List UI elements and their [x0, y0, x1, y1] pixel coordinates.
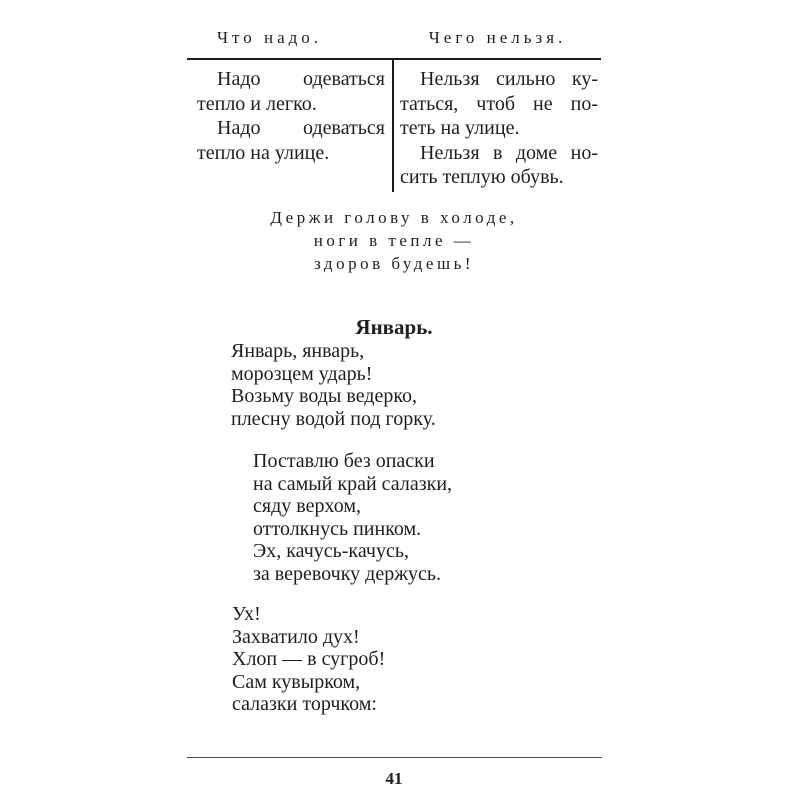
table-header-what-forbidden: Чего нельзя.	[428, 28, 567, 47]
poem-stanza-2	[253, 450, 452, 585]
footer-rule	[187, 757, 602, 758]
table-line: таться, чтоб не по-	[400, 92, 598, 115]
poem-line: Поставлю без опаски	[253, 450, 435, 472]
poem-line: сяду верхом,	[253, 495, 361, 517]
proverb-line: Держи голову в холоде,	[270, 208, 518, 227]
poem-line: салазки торчком:	[232, 693, 377, 715]
page-number: 41	[385, 769, 403, 788]
poem-line: Захватило дух!	[232, 625, 360, 648]
poem-line: Январь, январь,	[231, 340, 365, 362]
rules-table	[187, 27, 601, 192]
rules-table-body	[187, 60, 601, 192]
table-line: Нельзя сильно ку-	[420, 68, 598, 90]
table-cell-right	[394, 60, 601, 192]
proverb-line: здоров будешь!	[314, 254, 474, 273]
rules-table-header-row	[187, 27, 601, 60]
table-header-what-needed: Что надо.	[216, 28, 323, 47]
poem-line: морозцем ударь!	[231, 362, 373, 385]
table-cell-left	[187, 60, 394, 192]
table-line: теть на улице.	[400, 117, 520, 140]
table-line: Надо одеваться	[217, 68, 385, 90]
proverb-line: ноги в тепле —	[313, 231, 475, 250]
poem-stanza-3	[232, 603, 385, 716]
poem-line: Возьму воды ведерко,	[231, 385, 418, 407]
poem-line: Хлоп — в сугроб!	[232, 648, 386, 670]
table-line: тепло и легко.	[197, 92, 317, 115]
table-line: сить теплую обувь.	[400, 166, 564, 189]
table-line: Надо одеваться	[217, 117, 385, 140]
proverb-block	[187, 206, 601, 275]
poem-line: Эх, качусь-качусь,	[253, 540, 409, 562]
poem-title: Январь.	[355, 315, 433, 340]
table-line: тепло на улице.	[197, 141, 330, 164]
poem-line: плесну водой под горку.	[231, 407, 436, 430]
table-line: Нельзя в доме но-	[420, 141, 598, 164]
poem-line: на самый край салазки,	[253, 472, 453, 495]
poem-line: оттолкнусь пинком.	[253, 517, 422, 540]
poem-line: за веревочку держусь.	[253, 562, 442, 585]
poem-stanza-1	[231, 340, 436, 430]
poem-line: Ух!	[232, 603, 261, 625]
poem-line: Сам кувырком,	[232, 670, 361, 693]
